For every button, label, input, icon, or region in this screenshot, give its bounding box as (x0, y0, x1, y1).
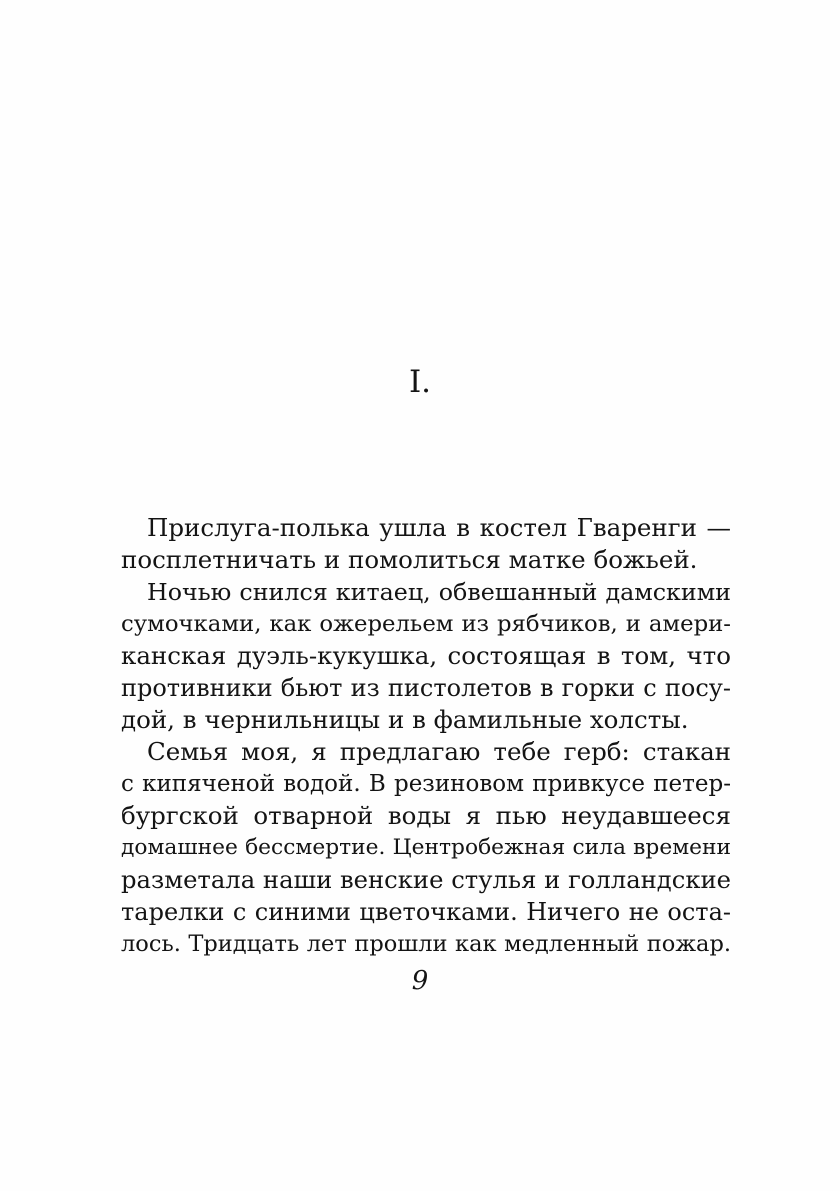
text-line: канская дуэль-кукушка, состоящая в том, что (121, 641, 731, 670)
paragraph-3 (121, 736, 731, 960)
text-line: разметала наши венские стулья и голландские (121, 865, 731, 894)
paragraph-2 (121, 576, 731, 736)
paragraph-1 (121, 512, 731, 576)
body-text (121, 512, 731, 960)
text-line: дой, в чернильницы и в фамильные холсты. (121, 705, 689, 734)
text-line: Семья моя, я предлагаю тебе герб: стакан (147, 737, 731, 766)
text-line: посплетничать и помолиться матке божьей. (121, 545, 698, 574)
text-line: сумочками, как ожерельем из рябчиков, и амери- (121, 611, 731, 637)
chapter-number: I. (408, 364, 432, 400)
text-line: Прислуга-полька ушла в костел Гваренги — (147, 513, 731, 542)
text-line: Ночью снился китаец, обвешанный дамскими (147, 578, 731, 606)
page-number: 9 (411, 966, 429, 996)
text-line: с кипяченой водой. В резиновом привкусе петер- (121, 771, 731, 797)
text-line: тарелки с синими цветочками. Ничего не оста- (121, 898, 731, 926)
text-line: бургской отварной воды я пью неудавшееся (121, 801, 731, 830)
text-line: лось. Тридцать лет прошли как медленный пожар. (121, 931, 731, 957)
text-line: домашнее бессмертие. Центробежная сила времени (121, 835, 731, 860)
text-line: противники бьют из пистолетов в горки с посу- (121, 674, 731, 702)
